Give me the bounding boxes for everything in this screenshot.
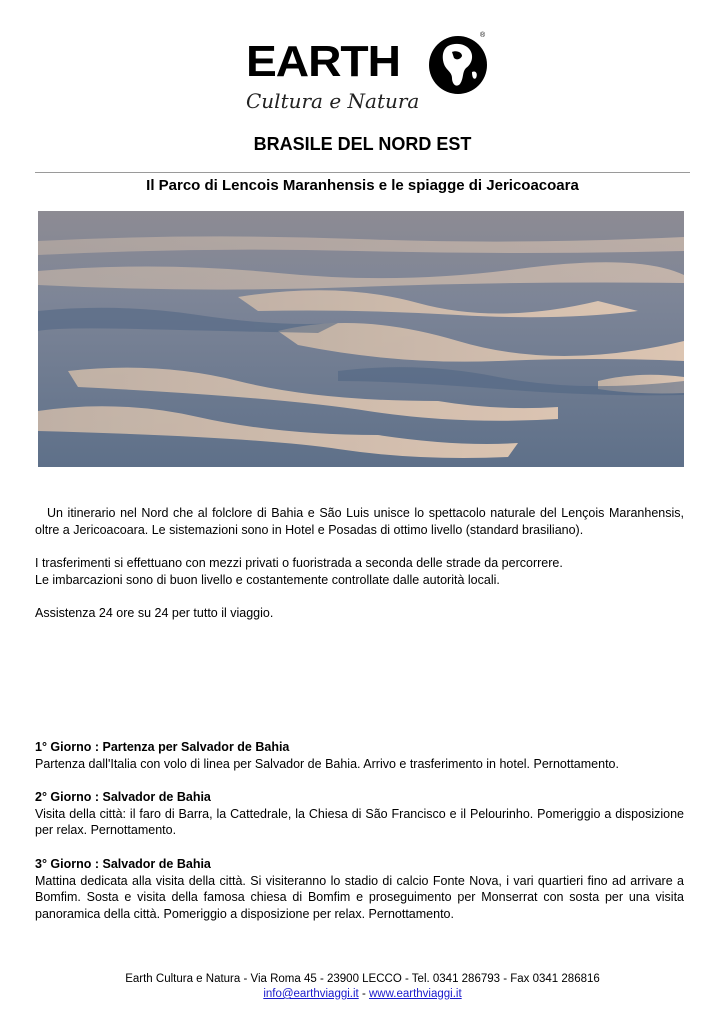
day-title: 1° Giorno : Partenza per Salvador de Bahia <box>35 740 290 754</box>
dunes-photo <box>38 211 684 467</box>
day-text: Partenza dall'Italia con volo di linea per Salvador de Bahia. Arrivo e trasferimento in hotel. Pernottamento. <box>35 756 619 771</box>
website-link[interactable]: www.earthviaggi.it <box>368 988 462 1000</box>
footer-separator: - <box>361 988 366 1000</box>
email-link[interactable]: info@earthviaggi.it <box>263 988 359 1000</box>
registered-mark: ® <box>480 32 486 39</box>
intro-section <box>35 505 684 622</box>
logo-wordmark: EARTH <box>246 37 400 86</box>
intro-assistance: Assistenza 24 ore su 24 per tutto il viaggio. <box>35 606 274 621</box>
footer <box>0 972 725 1002</box>
divider <box>35 172 690 173</box>
page-subtitle: Il Parco di Lencois Maranhensis e le spiagge di Jericoacoara <box>146 177 579 194</box>
intro-boats: Le imbarcazioni sono di buon livello e costantemente controllate dalle autorità locali. <box>35 572 500 587</box>
globe-icon <box>426 34 490 96</box>
day-title: 3° Giorno : Salvador de Bahia <box>35 856 211 871</box>
intro-transfers: I trasferimenti si effettuano con mezzi privati o fuoristrada a seconda delle strade da percorrere. <box>35 556 563 571</box>
day-text: Visita della città: il faro di Barra, la Cattedrale, la Chiesa di São Francisco e il Pelourinho. Pomeriggio a disposizione per relax. Pernottamento. <box>35 806 684 838</box>
itinerary <box>35 739 684 922</box>
footer-contacts <box>0 987 725 1002</box>
intro-paragraph: Un itinerario nel Nord che al folclore di Bahia e São Luis unisce lo spettacolo naturale del Lençois Maranhensis, oltre a Jericoacoara. Le sistemazioni sono in Hotel e Posadas di ottimo livello (standard brasiliano). <box>35 506 684 537</box>
page-title: BRASILE DEL NORD EST <box>253 134 472 154</box>
day-title: 2° Giorno : Salvador de Bahia <box>35 790 211 805</box>
day-text: Mattina dedicata alla visita della città. Si visiteranno lo stadio di calcio Fonte Nova, i vari quartieri fino ad arrivare a Bomfim. Sosta e visita della famosa chiesa di Bomfim e proseguimento per Monserrat con sosta per una visita panoramica della città. Pomeriggio a disposizione per relax. Pernottamento. <box>35 873 684 921</box>
footer-address: Earth Cultura e Natura - Via Roma 45 - 23900 LECCO - Tel. 0341 286793 - Fax 0341 286816 <box>125 973 600 985</box>
logo-tagline: Cultura e Natura <box>246 89 420 113</box>
earth-logo <box>240 30 500 116</box>
